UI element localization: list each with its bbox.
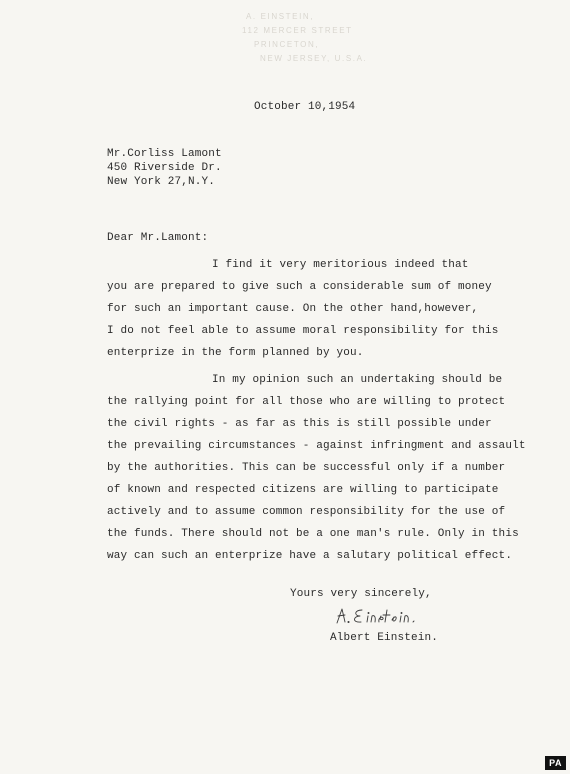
body-line: I find it very meritorious indeed that (212, 259, 469, 271)
closing: Yours very sincerely, (290, 588, 432, 600)
body-line: actively and to assume common responsibility for the use of (107, 506, 506, 518)
body-line: way can such an enterprize have a salutary political effect. (107, 550, 513, 562)
body-line: the civil rights - as far as this is still possible under (107, 418, 492, 430)
body-line: for such an important cause. On the other hand,however, (107, 303, 479, 315)
body-line: you are prepared to give such a considerable sum of money (107, 281, 492, 293)
body-line: I do not feel able to assume moral responsibility for this (107, 325, 499, 337)
letter-date: October 10,1954 (254, 101, 356, 113)
letterhead-line: PRINCETON, (254, 40, 320, 49)
body-line: the prevailing circumstances - against infringment and assault (107, 440, 526, 452)
recipient-street: 450 Riverside Dr. (107, 162, 222, 174)
body-line: the funds. There should not be a one man's rule. Only in this (107, 528, 519, 540)
letterhead-line: NEW JERSEY, U.S.A. (260, 54, 368, 63)
body-line: of known and respected citizens are willing to participate (107, 484, 499, 496)
typed-name: Albert Einstein. (330, 632, 439, 644)
agency-badge: PA (545, 756, 566, 770)
body-line: by the authorities. This can be successful only if a number (107, 462, 506, 474)
recipient-name: Mr.Corliss Lamont (107, 148, 222, 160)
signature-image (334, 604, 426, 628)
letterhead (232, 10, 402, 66)
salutation: Dear Mr.Lamont: (107, 232, 209, 244)
body-line: In my opinion such an undertaking should be (212, 374, 503, 386)
letterhead-line: 112 MERCER STREET (242, 26, 353, 35)
recipient-city: New York 27,N.Y. (107, 176, 216, 188)
body-line: the rallying point for all those who are willing to protect (107, 396, 506, 408)
body-line: enterprize in the form planned by you. (107, 347, 364, 359)
letterhead-line: A. EINSTEIN, (246, 12, 315, 21)
